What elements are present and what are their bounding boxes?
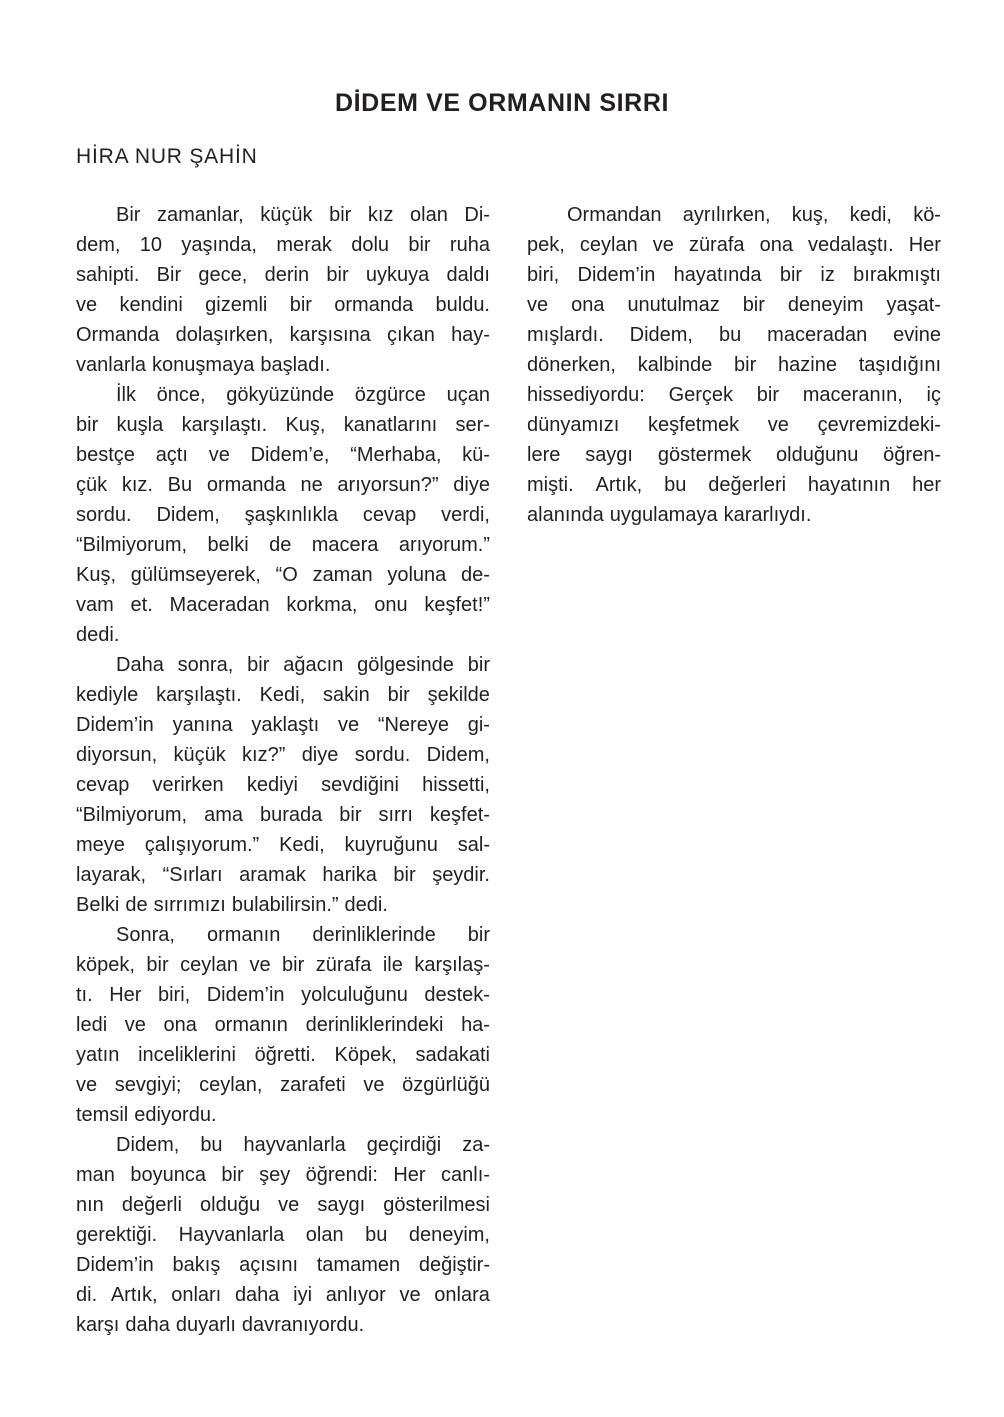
text-line: çük kız. Bu ormanda ne arıyorsun?” diye [76,474,490,496]
paragraph [76,380,490,650]
text-line: vam et. Maceradan korkma, onu keşfet!” [76,594,490,616]
paragraph [76,920,490,1130]
text-line: layarak, “Sırları aramak harika bir şeydir. [76,864,490,886]
text-line: Didem, bu hayvanlarla geçirdiği za- [116,1134,490,1156]
text-line: lere saygı göstermek olduğunu öğren- [527,444,941,466]
author-name: HİRA NUR ŞAHİN [76,145,258,168]
text-line: dönerken, kalbinde bir hazine taşıdığını [527,354,941,376]
text-line: sahipti. Bir gece, derin bir uykuya daldı [76,264,490,286]
text-line: pek, ceylan ve zürafa ona vedalaştı. Her [527,234,941,256]
text-line: ve kendini gizemli bir ormanda buldu. [76,294,490,316]
text-line: sordu. Didem, şaşkınlıkla cevap verdi, [76,504,490,526]
text-line: di. Artık, onları daha iyi anlıyor ve onlara [76,1284,490,1306]
text-line: gerektiği. Hayvanlarla olan bu deneyim, [76,1224,490,1246]
text-line: Daha sonra, bir ağacın gölgesinde bir [116,654,490,676]
text-line: bir kuşla karşılaştı. Kuş, kanatlarını ser- [76,414,490,436]
text-line: Didem’in yanına yaklaştı ve “Nereye gi- [76,714,490,736]
story-title: DİDEM VE ORMANIN SIRRI [334,88,670,117]
text-line: nın değerli olduğu ve saygı gösterilmesi [76,1194,490,1216]
text-line: Kuş, gülümseyerek, “O zaman yoluna de- [76,564,490,586]
text-line: mişti. Artık, bu değerleri hayatının her [527,474,941,496]
text-line: Belki de sırrımızı bulabilirsin.” dedi. [76,894,388,916]
text-line: İlk önce, gökyüzünde özgürce uçan [116,384,490,406]
text-line: Sonra, ormanın derinliklerinde bir [116,924,490,946]
paragraph [527,200,941,530]
left-column [76,200,490,1340]
text-line: mışlardı. Didem, bu maceradan evine [527,324,941,346]
paragraph [76,1130,490,1340]
text-line: kediyle karşılaştı. Kedi, sakin bir şekilde [76,684,490,706]
text-line: hissediyordu: Gerçek bir maceranın, iç [527,384,941,406]
text-line: tı. Her biri, Didem’in yolculuğunu destek- [76,984,490,1006]
text-line: ve ona unutulmaz bir deneyim yaşat- [527,294,941,316]
text-line: köpek, bir ceylan ve bir zürafa ile karşılaş- [76,954,490,976]
text-line: “Bilmiyorum, belki de macera arıyorum.” [76,534,490,556]
text-line: ve sevgiyi; ceylan, zarafeti ve özgürlüğü [76,1074,490,1096]
text-line: biri, Didem’in hayatında bir iz bırakmıştı [527,264,941,286]
text-line: diyorsun, küçük kız?” diye sordu. Didem, [76,744,490,766]
text-line: bestçe açtı ve Didem’e, “Merhaba, kü- [76,444,490,466]
text-line: dedi. [76,624,120,646]
text-line: Bir zamanlar, küçük bir kız olan Di- [116,204,490,226]
text-line: yatın inceliklerini öğretti. Köpek, sadakati [76,1044,490,1066]
text-line: Didem’in bakış açısını tamamen değiştir- [76,1254,490,1276]
text-line: Ormanda dolaşırken, karşısına çıkan hay- [76,324,490,346]
text-line: Ormandan ayrılırken, kuş, kedi, kö- [567,204,941,226]
text-line: man boyunca bir şey öğrendi: Her canlı- [76,1164,490,1186]
text-line: dünyamızı keşfetmek ve çevremizdeki- [527,414,941,436]
text-line: karşı daha duyarlı davranıyordu. [76,1314,365,1336]
text-line: meye çalışıyorum.” Kedi, kuyruğunu sal- [76,834,490,856]
paragraph [76,650,490,920]
text-line: ledi ve ona ormanın derinliklerindeki ha- [76,1014,490,1036]
right-column [527,200,941,530]
text-line: temsil ediyordu. [76,1104,217,1126]
text-line: “Bilmiyorum, ama burada bir sırrı keşfet- [76,804,490,826]
text-line: dem, 10 yaşında, merak dolu bir ruha [76,234,490,256]
text-line: cevap verirken kediyi sevdiğini hissetti, [76,774,490,796]
text-line: vanlarla konuşmaya başladı. [76,354,331,376]
text-line: alanında uygulamaya kararlıydı. [527,504,812,526]
paragraph [76,200,490,380]
